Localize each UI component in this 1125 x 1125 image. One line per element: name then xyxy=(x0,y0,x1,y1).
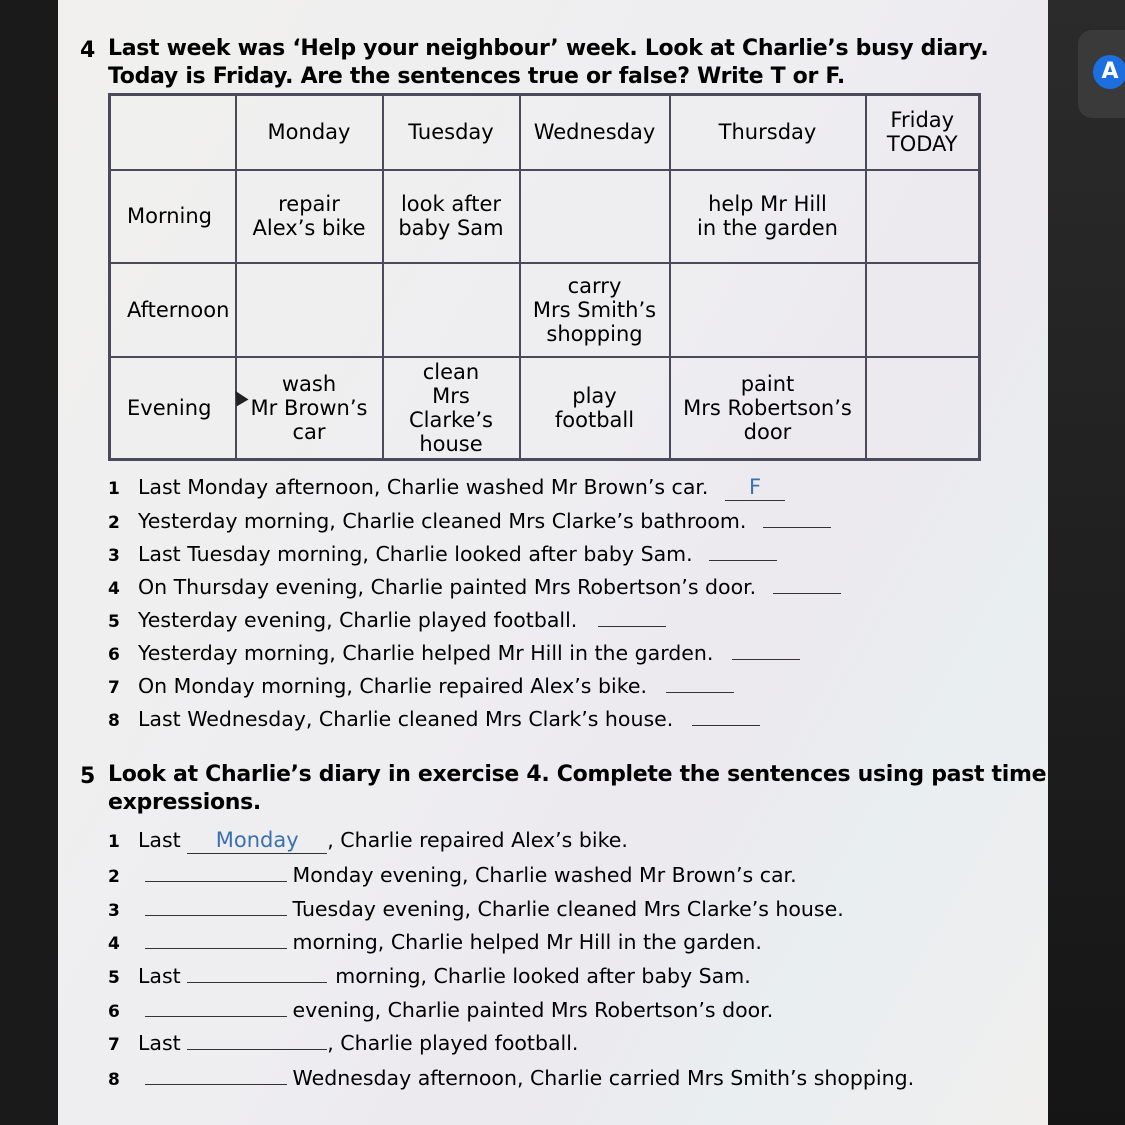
question-row xyxy=(108,637,800,667)
diary-cell xyxy=(383,263,520,357)
answer-blank[interactable]: F xyxy=(725,478,785,501)
answer-blank[interactable] xyxy=(145,859,287,882)
question-text: Yesterday evening, Charlie played football. xyxy=(138,608,578,632)
item-suffix: morning, Charlie helped Mr Hill in the garden. xyxy=(292,930,762,954)
item-suffix: Wednesday afternoon, Charlie carried Mrs Smith’s shopping. xyxy=(292,1066,915,1090)
question-number: 6 xyxy=(108,645,120,665)
question-text: Last Tuesday morning, Charlie looked after baby Sam. xyxy=(138,542,693,566)
question-number: 5 xyxy=(108,612,120,632)
completion-row xyxy=(108,825,628,855)
question-text: On Monday morning, Charlie repaired Alex’s bike. xyxy=(138,674,647,698)
answer-blank[interactable] xyxy=(187,1027,327,1050)
question-row xyxy=(108,670,734,700)
answer-blank[interactable] xyxy=(732,637,800,660)
completion-row xyxy=(108,893,844,923)
item-number: 6 xyxy=(108,1002,120,1022)
item-number: 3 xyxy=(108,901,120,921)
question-row xyxy=(108,703,760,733)
exercise-5-title-line2: expressions. xyxy=(108,790,261,815)
question-number: 3 xyxy=(108,546,120,566)
diary-cell xyxy=(866,170,980,263)
answer-blank[interactable] xyxy=(145,994,287,1017)
answer-blank[interactable] xyxy=(145,926,287,949)
diary-cell xyxy=(670,263,866,357)
question-number: 2 xyxy=(108,513,120,533)
item-suffix: morning, Charlie looked after baby Sam. xyxy=(335,964,751,988)
item-number: 7 xyxy=(108,1035,120,1055)
diary-cell: look after baby Sam xyxy=(383,170,520,263)
completion-row xyxy=(108,1062,914,1092)
item-prefix: Last xyxy=(138,1031,181,1055)
question-text: Yesterday morning, Charlie helped Mr Hill in the garden. xyxy=(138,641,714,665)
question-text: Last Wednesday, Charlie cleaned Mrs Clark’s house. xyxy=(138,707,674,731)
diary-cell: paint Mrs Robertson’s door xyxy=(670,357,866,460)
exercise-4-title-line2: Today is Friday. Are the sentences true or false? Write T or F. xyxy=(108,64,845,89)
diary-header-row xyxy=(110,95,980,170)
diary-cell: repair Alex’s bike xyxy=(236,170,383,263)
diary-row-label: Afternoon xyxy=(110,263,236,357)
exercise-4-title-line1: Last week was ‘Help your neighbour’ week. Look at Charlie’s busy diary. xyxy=(108,36,989,61)
charlie-diary-table xyxy=(108,93,981,461)
diary-cell xyxy=(866,263,980,357)
completion-row xyxy=(108,994,773,1024)
diary-cell: clean Mrs Clarke’s house xyxy=(383,357,520,460)
item-number: 2 xyxy=(108,867,120,887)
item-suffix: Tuesday evening, Charlie cleaned Mrs Clarke’s house. xyxy=(292,897,844,921)
diary-header-corner xyxy=(110,95,236,170)
item-number: 8 xyxy=(108,1070,120,1090)
answer-blank[interactable] xyxy=(145,1062,287,1085)
diary-header-tuesday: Tuesday xyxy=(383,95,520,170)
question-number: 4 xyxy=(108,579,120,599)
item-number: 4 xyxy=(108,934,120,954)
completion-row xyxy=(108,859,797,889)
question-text: Yesterday morning, Charlie cleaned Mrs Clarke’s bathroom. xyxy=(138,509,747,533)
screen-edge xyxy=(1048,0,1125,1125)
item-number: 5 xyxy=(108,968,120,988)
item-suffix: , Charlie played football. xyxy=(327,1031,579,1055)
diary-cell: play football xyxy=(520,357,670,460)
question-row xyxy=(108,505,831,535)
question-row xyxy=(108,538,777,568)
app-store-icon[interactable]: A xyxy=(1093,55,1125,89)
diary-header-monday: Monday xyxy=(236,95,383,170)
diary-cell xyxy=(236,263,383,357)
completion-row xyxy=(108,960,751,990)
item-prefix: Last xyxy=(138,964,181,988)
answer-blank[interactable] xyxy=(692,703,760,726)
item-prefix: Last xyxy=(138,828,181,852)
question-number: 7 xyxy=(108,678,120,698)
question-text: On Thursday evening, Charlie painted Mrs Robertson’s door. xyxy=(138,575,757,599)
answer-blank[interactable] xyxy=(773,571,841,594)
item-suffix: Monday evening, Charlie washed Mr Brown’s car. xyxy=(292,863,797,887)
diary-cell: help Mr Hill in the garden xyxy=(670,170,866,263)
diary-row-afternoon xyxy=(110,263,980,357)
diary-cell xyxy=(866,357,980,460)
exercise-4-number: 4 xyxy=(80,38,96,63)
question-number: 8 xyxy=(108,711,120,731)
question-row xyxy=(108,571,841,601)
answer-blank[interactable]: Monday xyxy=(187,831,327,854)
diary-cell xyxy=(520,170,670,263)
answer-blank[interactable] xyxy=(763,505,831,528)
answer-blank[interactable] xyxy=(709,538,777,561)
question-row xyxy=(108,472,785,502)
diary-header-thursday: Thursday xyxy=(670,95,866,170)
diary-header-wednesday: Wednesday xyxy=(520,95,670,170)
question-text: Last Monday afternoon, Charlie washed Mr Brown’s car. xyxy=(138,475,709,499)
question-number: 1 xyxy=(108,479,120,499)
diary-row-evening xyxy=(110,357,980,460)
diary-cell: carry Mrs Smith’s shopping xyxy=(520,263,670,357)
completion-row xyxy=(108,1027,578,1057)
answer-blank[interactable] xyxy=(187,960,327,983)
completion-row xyxy=(108,926,762,956)
item-suffix: evening, Charlie painted Mrs Robertson’s door. xyxy=(292,998,774,1022)
question-row xyxy=(108,604,666,634)
diary-cell: wash Mr Brown’s car xyxy=(236,357,383,460)
exercise-5-number: 5 xyxy=(80,764,96,789)
answer-blank[interactable] xyxy=(666,670,734,693)
exercise-5-title-line1: Look at Charlie’s diary in exercise 4. Complete the sentences using past time xyxy=(108,762,1047,787)
diary-row-label: Morning xyxy=(110,170,236,263)
answer-blank[interactable] xyxy=(145,893,287,916)
diary-header-friday: Friday TODAY xyxy=(866,95,980,170)
diary-row-label: Evening xyxy=(110,357,236,460)
item-suffix: , Charlie repaired Alex’s bike. xyxy=(327,828,628,852)
diary-row-morning xyxy=(110,170,980,263)
item-number: 1 xyxy=(108,832,120,852)
answer-blank[interactable] xyxy=(598,604,666,627)
